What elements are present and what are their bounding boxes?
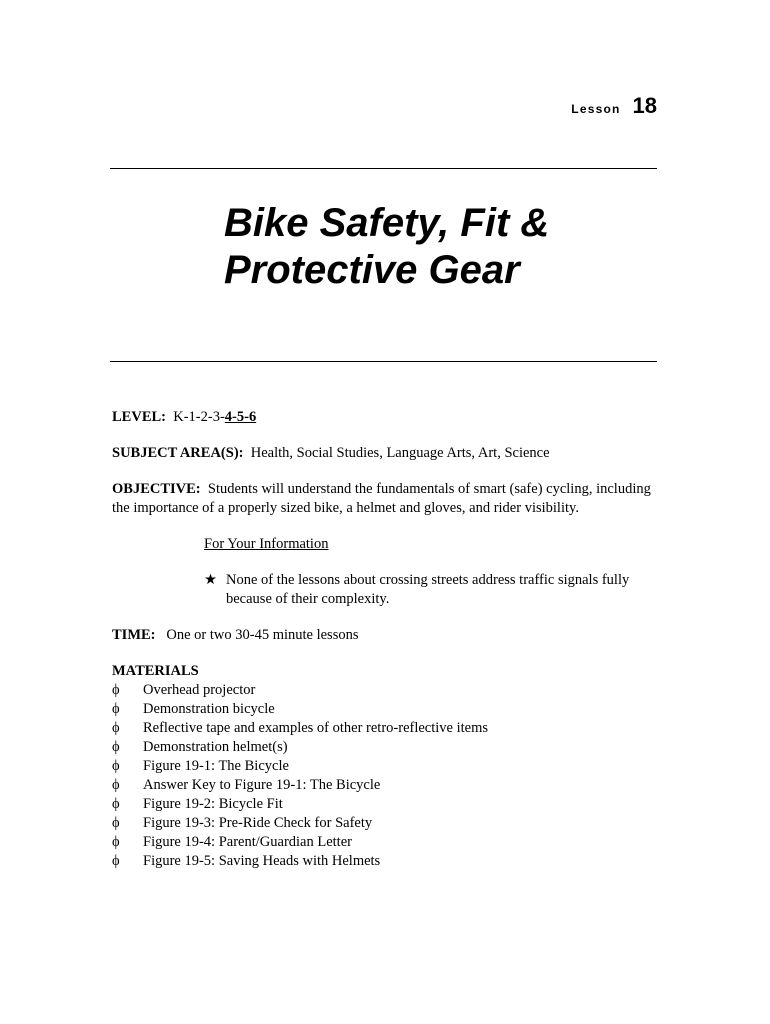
materials-item xyxy=(112,852,672,871)
subject-label: SUBJECT AREA(S): xyxy=(112,445,244,461)
phi-bullet-icon: ϕ xyxy=(112,777,120,793)
phi-bullet-icon: ϕ xyxy=(112,739,120,755)
time-field xyxy=(112,626,672,645)
objective-value: Students will understand the fundamentals of smart (safe) cycling, including the importance of a properly sized bike, a helmet and gloves, and rider visibility. xyxy=(112,481,651,516)
fyi-item-text: None of the lessons about crossing streets address traffic signals fully because of their complexity. xyxy=(226,572,630,607)
time-value: One or two 30-45 minute lessons xyxy=(166,627,359,643)
objective-field xyxy=(112,480,672,518)
materials-item xyxy=(112,719,672,738)
phi-bullet-icon: ϕ xyxy=(112,796,120,812)
bottom-divider xyxy=(110,361,657,362)
materials-heading: MATERIALS xyxy=(112,663,199,679)
phi-bullet-icon: ϕ xyxy=(112,853,120,869)
fyi-section xyxy=(204,535,672,609)
materials-item-text: Figure 19-3: Pre-Ride Check for Safety xyxy=(143,815,373,831)
materials-item xyxy=(112,814,672,833)
materials-item xyxy=(112,833,672,852)
phi-bullet-icon: ϕ xyxy=(112,701,120,717)
top-divider xyxy=(110,168,657,169)
phi-bullet-icon: ϕ xyxy=(112,758,120,774)
materials-list xyxy=(112,681,672,871)
fyi-item xyxy=(204,571,672,609)
level-field xyxy=(112,408,672,427)
materials-item-text: Figure 19-1: The Bicycle xyxy=(143,758,289,774)
subject-value: Health, Social Studies, Language Arts, Art, Science xyxy=(250,445,550,461)
lesson-title-line-2: Protective Gear xyxy=(224,248,520,292)
materials-item-text: Demonstration bicycle xyxy=(143,701,275,717)
materials-item-text: Demonstration helmet(s) xyxy=(143,739,288,755)
materials-item-text: Figure 19-4: Parent/Guardian Letter xyxy=(143,834,352,850)
lesson-title-line-1: Bike Safety, Fit & xyxy=(224,201,550,245)
lesson-label: Lesson xyxy=(571,102,621,116)
materials-item-text: Figure 19-2: Bicycle Fit xyxy=(143,796,283,812)
phi-bullet-icon: ϕ xyxy=(112,834,120,850)
time-label: TIME: xyxy=(112,627,156,643)
phi-bullet-icon: ϕ xyxy=(112,682,120,698)
phi-bullet-icon: ϕ xyxy=(112,720,120,736)
materials-item-text: Figure 19-5: Saving Heads with Helmets xyxy=(143,853,381,869)
materials-item xyxy=(112,681,672,700)
objective-label: OBJECTIVE: xyxy=(112,481,201,497)
lesson-header xyxy=(571,93,657,119)
level-prefix: K-1-2-3- xyxy=(173,409,225,425)
materials-item-text: Reflective tape and examples of other retro-reflective items xyxy=(143,720,489,736)
materials-item-text: Answer Key to Figure 19-1: The Bicycle xyxy=(143,777,381,793)
lesson-title xyxy=(224,200,549,294)
fyi-heading: For Your Information xyxy=(204,536,329,552)
phi-bullet-icon: ϕ xyxy=(112,815,120,831)
materials-item xyxy=(112,738,672,757)
lesson-number: 18 xyxy=(632,93,657,118)
level-highlighted: 4-5-6 xyxy=(224,409,257,425)
materials-item xyxy=(112,776,672,795)
materials-item-text: Overhead projector xyxy=(143,682,256,698)
lesson-details xyxy=(112,408,672,871)
materials-item xyxy=(112,757,672,776)
star-icon: ★ xyxy=(204,572,217,588)
level-label: LEVEL: xyxy=(112,409,166,425)
materials-item xyxy=(112,700,672,719)
materials-item xyxy=(112,795,672,814)
subject-field xyxy=(112,444,672,463)
